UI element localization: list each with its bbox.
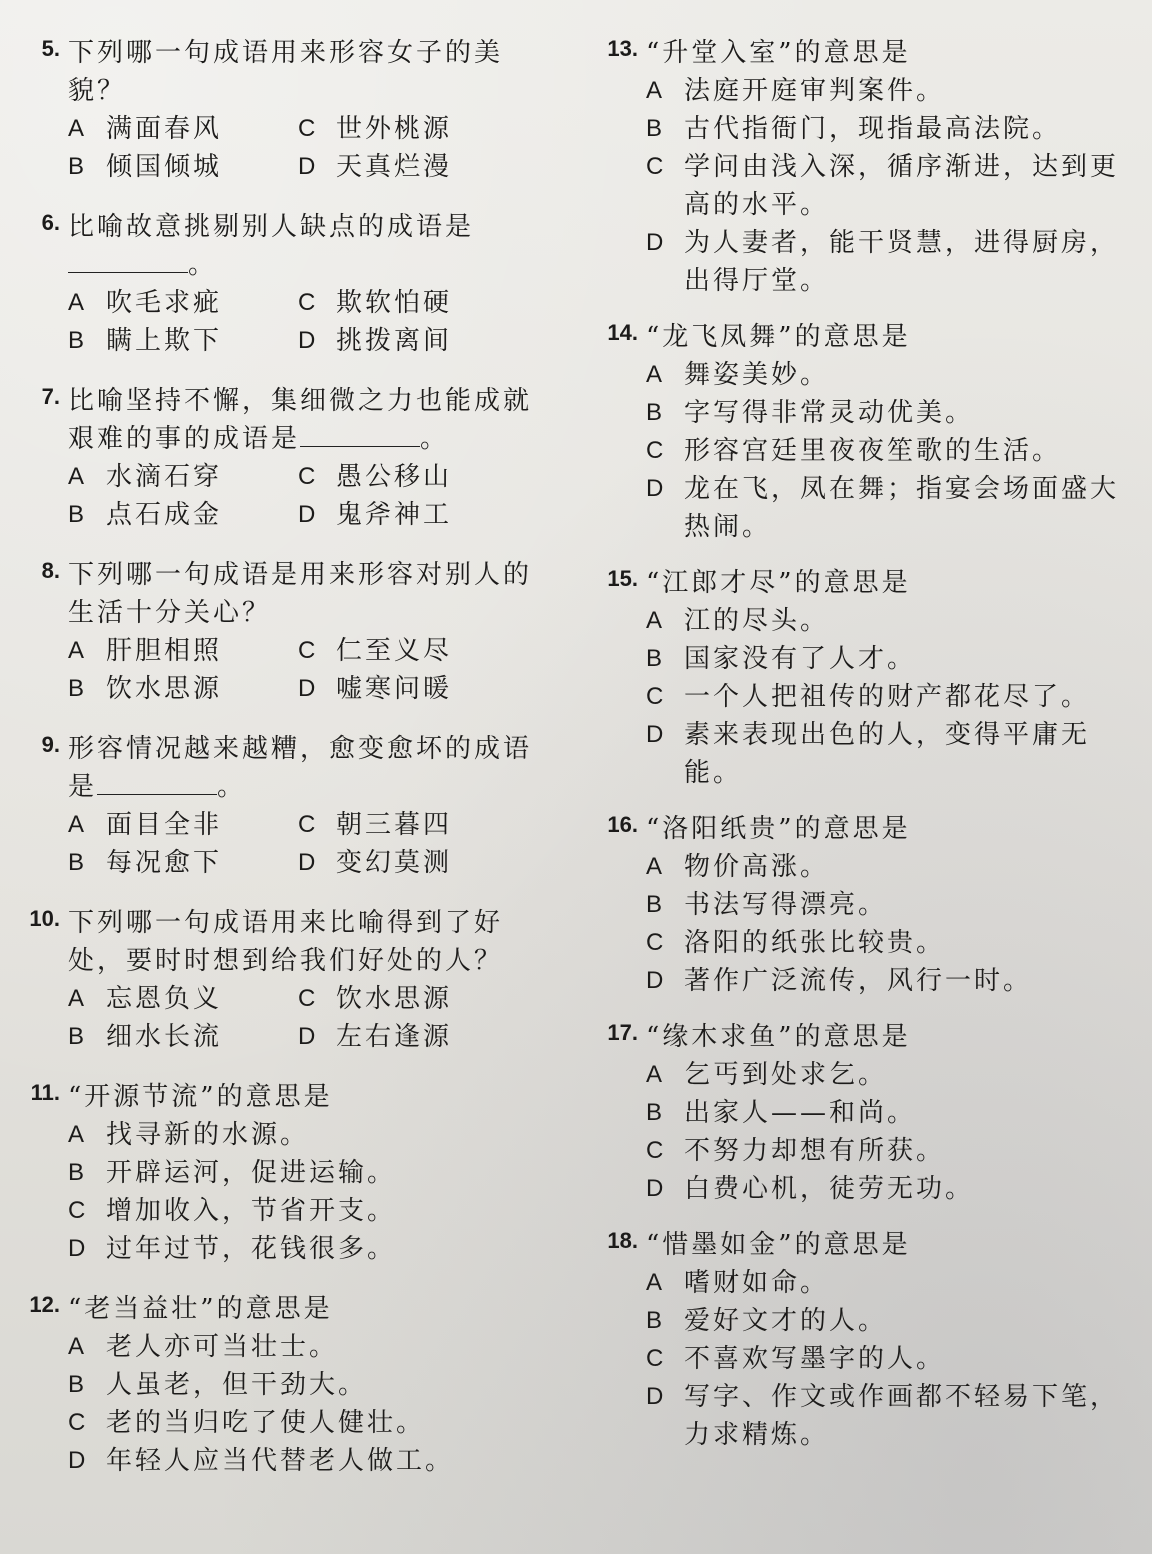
question-text [646,1018,1132,1056]
option-letter: B [68,675,88,702]
option-a[interactable] [646,848,1132,886]
option-letter: B [68,327,88,354]
question-text [646,564,1132,602]
option-c[interactable] [646,678,1132,716]
option-d[interactable] [298,844,528,882]
option-letter: A [68,1333,88,1360]
options [646,848,1132,1000]
option-letter: C [646,1137,667,1164]
option-text: 愚公移山 [336,462,453,492]
option-letter: A [646,853,666,880]
option-text: 字写得非常灵动优美。 [684,398,975,428]
question-18 [592,1226,1132,1454]
option-c[interactable] [298,632,528,670]
option-a[interactable] [68,632,298,670]
options [646,1056,1132,1208]
option-text: 找寻新的水源。 [106,1120,310,1150]
option-text: 书法写得漂亮。 [684,890,888,920]
option-d[interactable] [646,224,1132,300]
question-text-part: 。 [217,772,247,802]
option-letter: A [646,1269,666,1296]
option-text: 吹毛求疵 [106,288,223,318]
question-number: 18. [607,1228,638,1253]
question-6 [14,208,534,360]
option-b[interactable] [68,670,298,708]
option-c[interactable] [68,1404,534,1442]
option-text: 满面春风 [106,114,223,144]
options [68,632,534,708]
question-16 [592,810,1132,1000]
question-14 [592,318,1132,546]
option-letter: D [298,675,319,702]
question-7 [14,382,534,534]
option-c[interactable] [646,924,1132,962]
question-5 [14,34,534,186]
question-number: 16. [607,812,638,837]
answer-blank[interactable] [300,420,420,447]
question-text-part: 形容情况越来越糟，愈变愈坏的成语是 [68,734,533,802]
option-letter: D [646,229,667,256]
option-a[interactable] [68,1116,534,1154]
question-17 [592,1018,1132,1208]
question-text-part: 下列哪一句成语是用来形容对别人的生活十分关心？ [68,560,533,628]
option-a[interactable] [68,458,298,496]
question-12 [14,1290,534,1480]
option-text: 世外桃源 [336,114,453,144]
question-text [68,904,534,980]
question-text [68,34,534,110]
option-c[interactable] [298,806,528,844]
option-letter: C [298,637,319,664]
option-a[interactable] [68,806,298,844]
options [68,806,534,882]
options [646,1264,1132,1454]
option-letter: A [68,985,88,1012]
option-text: 朝三暮四 [336,810,453,840]
option-letter: B [646,891,666,918]
option-letter: C [68,1197,89,1224]
question-text [646,1226,1132,1264]
question-9 [14,730,534,882]
option-text: 写字、作文或作画都不轻易下笔，力求精炼。 [684,1382,1120,1450]
option-text: 点石成金 [106,500,223,530]
option-a[interactable] [646,356,1132,394]
option-text: 龙在飞，凤在舞；指宴会场面盛大热闹。 [684,474,1120,542]
question-text [646,34,1132,72]
question-11 [14,1078,534,1268]
question-number: 12. [29,1292,60,1317]
option-c[interactable] [298,458,528,496]
question-number: 5. [41,36,60,61]
option-d[interactable] [68,1442,534,1480]
option-letter: B [68,153,88,180]
question-text [68,556,534,632]
question-13 [592,34,1132,300]
question-10 [14,904,534,1056]
question-text-part: “开源节流”的意思是 [68,1082,333,1112]
option-c[interactable] [646,148,1132,224]
option-d[interactable] [646,716,1132,792]
option-text: 瞒上欺下 [106,326,223,356]
option-letter: C [298,115,319,142]
option-d[interactable] [298,670,528,708]
question-text-part: “升堂入室”的意思是 [646,38,911,68]
option-b[interactable] [68,844,298,882]
option-b[interactable] [646,110,1132,148]
option-b[interactable] [68,1154,534,1192]
option-d[interactable] [68,1230,534,1268]
option-letter: C [646,683,667,710]
option-b[interactable] [646,1094,1132,1132]
option-text: 嗜财如命。 [684,1268,830,1298]
option-letter: C [298,289,319,316]
question-8 [14,556,534,708]
option-letter: A [646,607,666,634]
option-text: 肝胆相照 [106,636,223,666]
option-letter: A [68,289,88,316]
option-a[interactable] [68,110,298,148]
right-column [592,34,1132,1472]
question-text-part: 。 [420,424,450,454]
option-text: 不喜欢写墨字的人。 [684,1344,946,1374]
option-letter: A [646,361,666,388]
option-text: 鬼斧神工 [336,500,453,530]
option-letter: D [298,501,319,528]
options [68,110,534,186]
option-a[interactable] [68,980,298,1018]
option-a[interactable] [646,1056,1132,1094]
question-text-part: 比喻坚持不懈，集细微之力也能成就艰难的事的成语是 [68,386,533,454]
option-text: 形容宫廷里夜夜笙歌的生活。 [684,436,1062,466]
option-c[interactable] [298,110,528,148]
option-letter: C [646,929,667,956]
question-number: 13. [607,36,638,61]
question-text-part: “江郎才尽”的意思是 [646,568,911,598]
question-text [68,1078,534,1116]
option-letter: D [68,1447,89,1474]
option-text: 倾国倾城 [106,152,223,182]
option-d[interactable] [646,470,1132,546]
question-number: 14. [607,320,638,345]
option-text: 细水长流 [106,1022,223,1052]
option-c[interactable] [646,1340,1132,1378]
option-letter: A [68,811,88,838]
option-text: 学问由浅入深，循序渐进，达到更高的水平。 [684,152,1120,220]
options [68,1116,534,1268]
option-letter: D [298,327,319,354]
option-text: 人虽老，但干劲大。 [106,1370,368,1400]
option-text: 变幻莫测 [336,848,453,878]
option-text: 古代指衙门，现指最高法院。 [684,114,1062,144]
question-text [646,810,1132,848]
option-text: 水滴石穿 [106,462,223,492]
option-c[interactable] [68,1192,534,1230]
option-letter: B [646,1307,666,1334]
question-number: 7. [41,384,60,409]
options [68,458,534,534]
option-letter: D [646,967,667,994]
option-text: 法庭开庭审判案件。 [684,76,946,106]
option-d[interactable] [646,1378,1132,1454]
option-text: 不努力却想有所获。 [684,1136,946,1166]
question-number: 6. [41,210,60,235]
question-number: 17. [607,1020,638,1045]
left-column [14,34,534,1502]
question-text-part: 下列哪一句成语用来比喻得到了好处，要时时想到给我们好处的人？ [68,908,504,976]
option-text: 每况愈下 [106,848,223,878]
option-letter: B [646,645,666,672]
option-c[interactable] [646,1132,1132,1170]
option-text: 白费心机，徒劳无功。 [684,1174,975,1204]
option-text: 舞姿美妙。 [684,360,830,390]
option-letter: C [298,811,319,838]
option-text: 增加收入，节省开支。 [106,1196,397,1226]
option-letter: A [68,115,88,142]
question-text [68,730,534,806]
option-letter: A [646,77,666,104]
options [68,980,534,1056]
option-letter: B [68,501,88,528]
option-text: 国家没有了人才。 [684,644,917,674]
options [68,284,534,360]
question-text-part: 下列哪一句成语用来形容女子的美貌？ [68,38,504,106]
options [646,602,1132,792]
option-letter: B [646,399,666,426]
option-letter: D [68,1235,89,1262]
question-text-part: “惜墨如金”的意思是 [646,1230,911,1260]
options [646,72,1132,300]
option-text: 乞丐到处求乞。 [684,1060,888,1090]
option-letter: B [68,1023,88,1050]
question-text [646,318,1132,356]
option-d[interactable] [646,962,1132,1000]
question-number: 8. [41,558,60,583]
question-number: 11. [30,1080,60,1105]
option-letter: D [298,153,319,180]
option-c[interactable] [298,284,528,322]
option-c[interactable] [646,432,1132,470]
question-text [68,208,534,284]
option-b[interactable] [68,1018,298,1056]
question-number: 10. [29,906,60,931]
option-text: 过年过节，花钱很多。 [106,1234,397,1264]
option-d[interactable] [298,1018,528,1056]
option-text: 饮水思源 [106,674,223,704]
options [646,356,1132,546]
option-a[interactable] [646,72,1132,110]
question-text-part: “龙飞凤舞”的意思是 [646,322,911,352]
option-text: 挑拨离间 [336,326,453,356]
option-text: 出家人——和尚。 [684,1098,917,1128]
option-b[interactable] [68,322,298,360]
option-letter: D [646,1383,667,1410]
option-b[interactable] [646,1302,1132,1340]
option-letter: A [646,1061,666,1088]
option-b[interactable] [646,640,1132,678]
option-text: 嘘寒问暖 [336,674,453,704]
option-letter: D [298,1023,319,1050]
option-text: 著作广泛流传，风行一时。 [684,966,1033,996]
option-text: 洛阳的纸张比较贵。 [684,928,946,958]
option-d[interactable] [298,322,528,360]
option-letter: D [646,1175,667,1202]
option-text: 爱好文才的人。 [684,1306,888,1336]
option-letter: C [298,463,319,490]
option-letter: C [68,1409,89,1436]
option-text: 一个人把祖传的财产都花尽了。 [684,682,1091,712]
option-text: 忘恩负义 [106,984,223,1014]
option-a[interactable] [646,1264,1132,1302]
option-letter: B [68,1159,88,1186]
option-a[interactable] [646,602,1132,640]
option-b[interactable] [68,496,298,534]
answer-blank[interactable] [97,768,217,795]
option-text: 老人亦可当壮士。 [106,1332,339,1362]
question-text-part: 。 [188,250,218,280]
option-a[interactable] [68,1328,534,1366]
question-text [68,1290,534,1328]
option-text: 天真烂漫 [336,152,453,182]
option-letter: A [68,1121,88,1148]
option-letter: C [646,153,667,180]
option-a[interactable] [68,284,298,322]
question-number: 15. [607,566,638,591]
option-letter: D [298,849,319,876]
option-d[interactable] [298,148,528,186]
option-text: 物价高涨。 [684,852,830,882]
option-letter: A [68,463,88,490]
option-letter: C [298,985,319,1012]
option-text: 老的当归吃了使人健壮。 [106,1408,426,1438]
option-letter: B [68,849,88,876]
question-text-part: 比喻故意挑剔别人缺点的成语是 [68,212,475,242]
question-number: 9. [41,732,60,757]
option-b[interactable] [68,148,298,186]
option-text: 面目全非 [106,810,223,840]
option-text: 仁至义尽 [336,636,453,666]
options [68,1328,534,1480]
option-letter: B [646,1099,666,1126]
question-text [68,382,534,458]
option-letter: B [68,1371,88,1398]
option-text: 左右逢源 [336,1022,453,1052]
option-text: 开辟运河，促进运输。 [106,1158,397,1188]
option-letter: C [646,437,667,464]
option-b[interactable] [646,886,1132,924]
option-text: 年轻人应当代替老人做工。 [106,1446,455,1476]
option-letter: D [646,475,667,502]
option-text: 欺软怕硬 [336,288,453,318]
option-c[interactable] [298,980,528,1018]
option-d[interactable] [298,496,528,534]
question-text-part: “缘木求鱼”的意思是 [646,1022,911,1052]
question-15 [592,564,1132,792]
option-b[interactable] [68,1366,534,1404]
option-text: 为人妻者，能干贤慧，进得厨房，出得厅堂。 [684,228,1120,296]
option-text: 饮水思源 [336,984,453,1014]
answer-blank[interactable] [68,246,188,273]
option-d[interactable] [646,1170,1132,1208]
option-letter: D [646,721,667,748]
option-text: 江的尽头。 [684,606,830,636]
option-letter: A [68,637,88,664]
question-text-part: “老当益壮”的意思是 [68,1294,333,1324]
option-text: 素来表现出色的人，变得平庸无能。 [684,720,1091,788]
option-b[interactable] [646,394,1132,432]
question-text-part: “洛阳纸贵”的意思是 [646,814,911,844]
option-letter: C [646,1345,667,1372]
option-letter: B [646,115,666,142]
